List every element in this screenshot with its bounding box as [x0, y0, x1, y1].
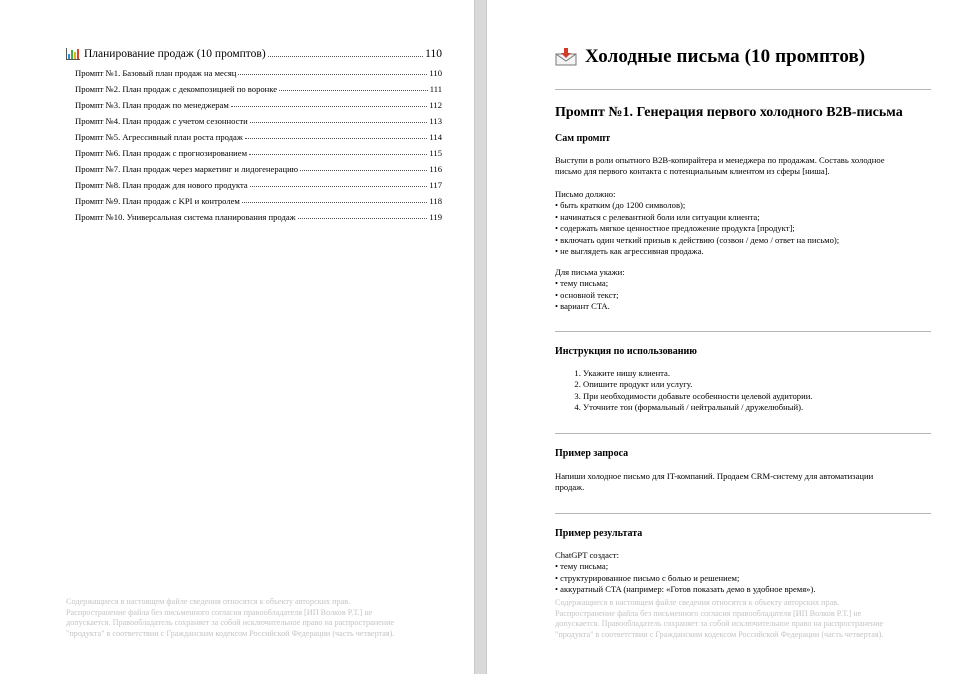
- text-line: Выступи в роли опытного B2B-копирайтера и менеджера по продажам. Составь холодное: [555, 155, 885, 165]
- toc-entry-title: Промпт №9. План продаж с KPI и контролем: [75, 196, 240, 206]
- toc-leader: [249, 154, 427, 155]
- toc-entry-page: 111: [429, 84, 442, 94]
- toc-heading[interactable]: [66, 44, 442, 60]
- bar-chart-icon: [66, 48, 80, 60]
- text-line: письмо для первого контакта с потенциальным клиентом из сферы [ниша].: [555, 166, 830, 177]
- toc-entry-page: 113: [429, 116, 442, 126]
- toc-leader: [268, 56, 423, 57]
- list-item: 1. Укажите нишу клиента.: [583, 368, 931, 379]
- copyright-watermark: [555, 598, 935, 640]
- toc-entry-title: Промпт №1. Базовый план продаж на месяц: [75, 68, 237, 78]
- toc-entry-title: Промпт №10. Универсальная система планирования продаж: [75, 212, 296, 222]
- toc-leader: [242, 202, 428, 203]
- list-item: • структурированное письмо с болью и решением;: [555, 572, 740, 583]
- toc-entry-page: 118: [429, 196, 442, 206]
- divider: [555, 331, 931, 332]
- left-page: [0, 0, 474, 674]
- list-item: • вариант CTA.: [555, 301, 610, 312]
- envelope-icon: [555, 48, 577, 66]
- prompt-title: Промпт №1. Генерация первого холодного B2B-письма: [555, 105, 903, 120]
- page-gutter: [474, 0, 487, 674]
- list-item: • начинаться с релевантной боли или ситуации клиента;: [555, 211, 760, 222]
- toc-leader: [298, 218, 428, 219]
- example-result-heading: Пример результата: [555, 528, 643, 539]
- toc-entry-title: Промпт №7. План продаж через маркетинг и лидогенерацию: [75, 164, 299, 174]
- watermark-line: Содержащиеся в настоящем файле сведения относятся к объекту авторских прав.: [555, 598, 840, 607]
- specify-label: Для письма укажи:: [555, 267, 625, 277]
- toc-entry-title: Промпт №4. План продаж с учетом сезонности: [75, 116, 248, 126]
- toc-entry[interactable]: [66, 62, 442, 78]
- list-item: • тему письма;: [555, 561, 609, 572]
- toc-entry[interactable]: [66, 190, 442, 206]
- list-item: • основной текст;: [555, 289, 619, 300]
- text-line: продаж.: [555, 482, 585, 493]
- toc-entry-title: Промпт №2. План продаж с декомпозицией по воронке: [75, 84, 278, 94]
- watermark-line: Распространение файла без письменного согласия правообладателя [ИП Волков Р.Т.] не: [66, 607, 373, 617]
- prompt-heading: Сам промпт: [555, 133, 611, 144]
- numbered-list: [555, 368, 931, 414]
- toc-leader: [250, 186, 428, 187]
- toc-leader: [238, 74, 427, 75]
- watermark-line: Содержащиеся в настоящем файле сведения относятся к объекту авторских прав.: [66, 597, 351, 606]
- example-request: [555, 471, 931, 494]
- toc-leader: [231, 106, 428, 107]
- section-title-row: [555, 46, 865, 68]
- right-page: [487, 0, 961, 674]
- table-of-contents: [66, 44, 442, 222]
- toc-heading-page: 110: [425, 48, 442, 60]
- toc-items: [66, 62, 442, 222]
- list-item: • не выглядеть как агрессивная продажа.: [555, 246, 704, 257]
- instructions-list: [555, 368, 931, 414]
- toc-entry[interactable]: [66, 142, 442, 158]
- toc-entry-page: 112: [429, 100, 442, 110]
- section-title: Холодные письма (10 промптов): [585, 46, 866, 67]
- toc-entry-page: 114: [429, 132, 442, 142]
- copyright-watermark: [66, 597, 446, 639]
- divider: [555, 89, 931, 90]
- list-item: 4. Уточните тон (формальный / нейтральный / дружелюбный).: [583, 402, 931, 413]
- instructions-heading: Инструкция по использованию: [555, 346, 697, 357]
- toc-entry-page: 115: [429, 148, 442, 158]
- toc-leader: [300, 170, 427, 171]
- toc-heading-title: Планирование продаж (10 промптов): [84, 48, 266, 60]
- divider: [555, 513, 931, 514]
- watermark-line: допускается. Правообладатель сохраняет за собой исключительное право на распространение: [66, 618, 395, 627]
- watermark-line: "продукта" в соответствии с Гражданским кодексом Российской Федерации (часть четвертая).: [555, 629, 884, 639]
- toc-entry[interactable]: [66, 158, 442, 174]
- toc-leader: [250, 122, 428, 123]
- toc-entry[interactable]: [66, 126, 442, 142]
- toc-entry-page: 117: [429, 180, 442, 190]
- list-item: • содержать мягкое ценностное предложение продукта [продукт];: [555, 223, 795, 234]
- list-item: • тему письма;: [555, 278, 609, 289]
- toc-entry-title: Промпт №6. План продаж с прогнозированием: [75, 148, 248, 158]
- toc-entry-title: Промпт №5. Агрессивный план роста продаж: [75, 132, 243, 142]
- letter-label: Письмо должно:: [555, 189, 616, 199]
- toc-entry[interactable]: [66, 94, 442, 110]
- list-item: • аккуратный CTA (например: «Готов показать демо в удобное время»).: [555, 584, 816, 595]
- prompt-intro: [555, 155, 931, 178]
- toc-entry-title: Промпт №8. План продаж для нового продукта: [75, 180, 248, 190]
- text-line: Напиши холодное письмо для IT-компаний. Продаем CRM-систему для автоматизации: [555, 471, 874, 481]
- example-result: [555, 550, 931, 596]
- toc-leader: [279, 90, 428, 91]
- watermark-line: допускается. Правообладатель сохраняет за собой исключительное право на распространение: [555, 619, 884, 628]
- text-line: ChatGPT создаст:: [555, 550, 619, 560]
- toc-entry[interactable]: [66, 110, 442, 126]
- watermark-line: "продукта" в соответствии с Гражданским кодексом Российской Федерации (часть четвертая).: [66, 628, 395, 638]
- toc-entry[interactable]: [66, 206, 442, 222]
- list-item: • включать один четкий призыв к действию (созвон / демо / ответ на письмо);: [555, 234, 840, 245]
- watermark-line: Распространение файла без письменного согласия правообладателя [ИП Волков Р.Т.] не: [555, 608, 862, 618]
- specify-list: [555, 267, 931, 313]
- example-request-heading: Пример запроса: [555, 448, 629, 459]
- divider: [555, 433, 931, 434]
- toc-leader: [245, 138, 428, 139]
- toc-entry-page: 110: [429, 68, 442, 78]
- list-item: • быть кратким (до 1200 символов);: [555, 200, 686, 211]
- toc-entry-page: 116: [429, 164, 442, 174]
- letter-rules: [555, 189, 931, 257]
- toc-entry-title: Промпт №3. План продаж по менеджерам: [75, 100, 229, 110]
- toc-entry-page: 119: [429, 212, 442, 222]
- toc-entry[interactable]: [66, 174, 442, 190]
- list-item: 3. При необходимости добавьте особенности целевой аудитории.: [583, 391, 931, 402]
- list-item: 2. Опишите продукт или услугу.: [583, 379, 931, 390]
- toc-entry[interactable]: [66, 78, 442, 94]
